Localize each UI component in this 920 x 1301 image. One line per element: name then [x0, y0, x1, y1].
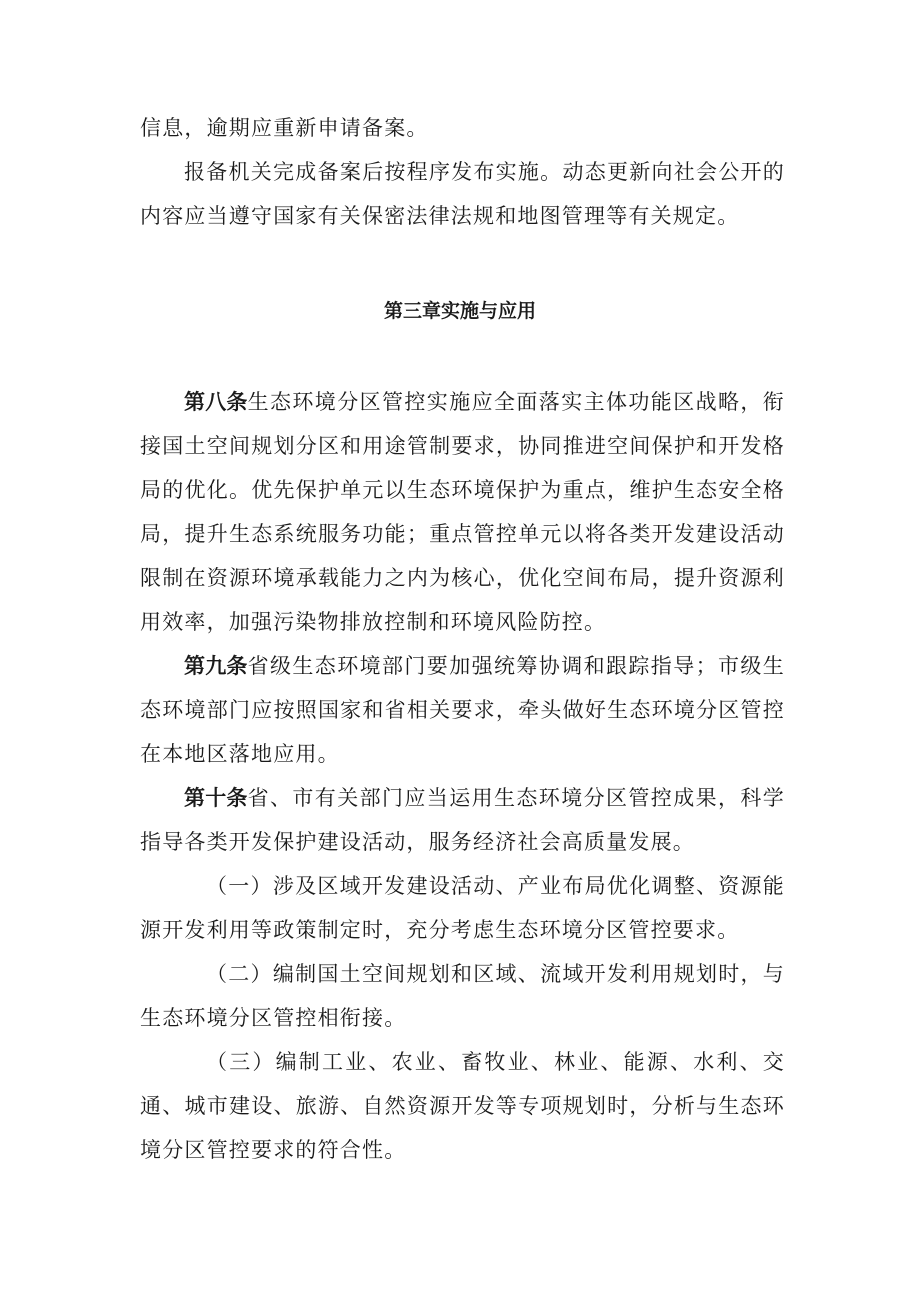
paragraph-continued: 信息，逾期应重新申请备案。 [140, 116, 429, 140]
article-8 [140, 380, 785, 644]
article-10 [140, 776, 785, 864]
article-8-label: 第八条 [184, 390, 248, 414]
article-9-text: 省级生态环境部门要加强统筹协调和跟踪指导；市级生态环境部门应按照国家和省相关要求，牵头做好生态环境分区管控在本地区落地应用。 [140, 654, 785, 766]
chapter-title: 第三章实施与应用 [383, 300, 536, 322]
list-item-1: （一）涉及区域开发建设活动、产业布局优化调整、资源能源开发利用等政策制定时，充分考虑生态环境分区管控要求。 [140, 874, 785, 942]
article-10-label: 第十条 [184, 786, 248, 810]
list-item-2: （二）编制国土空间规划和区域、流域开发利用规划时，与生态环境分区管控相衔接。 [140, 962, 785, 1030]
article-8-text: 生态环境分区管控实施应全面落实主体功能区战略，衔接国土空间规划分区和用途管制要求，协同推进空间保护和开发格局的优化。优先保护单元以生态环境保护为重点，维护生态安全格局，提升生态系统服务功能；重点管控单元以将各类开发建设活动限制在资源环境承载能力之内为核心，优化空间布局，提升资源利用效率，加强污染物排放控制和环境风险防控。 [140, 390, 785, 634]
paragraph-release: 报备机关完成备案后按程序发布实施。动态更新向社会公开的内容应当遵守国家有关保密法律法规和地图管理等有关规定。 [140, 160, 785, 228]
article-9 [140, 644, 785, 776]
article-10-text: 省、市有关部门应当运用生态环境分区管控成果，科学指导各类开发保护建设活动，服务经济社会高质量发展。 [140, 786, 785, 854]
list-item-3: （三）编制工业、农业、畜牧业、林业、能源、水利、交通、城市建设、旅游、自然资源开发等专项规划时，分析与生态环境分区管控要求的符合性。 [140, 1050, 785, 1162]
article-9-label: 第九条 [184, 654, 248, 678]
